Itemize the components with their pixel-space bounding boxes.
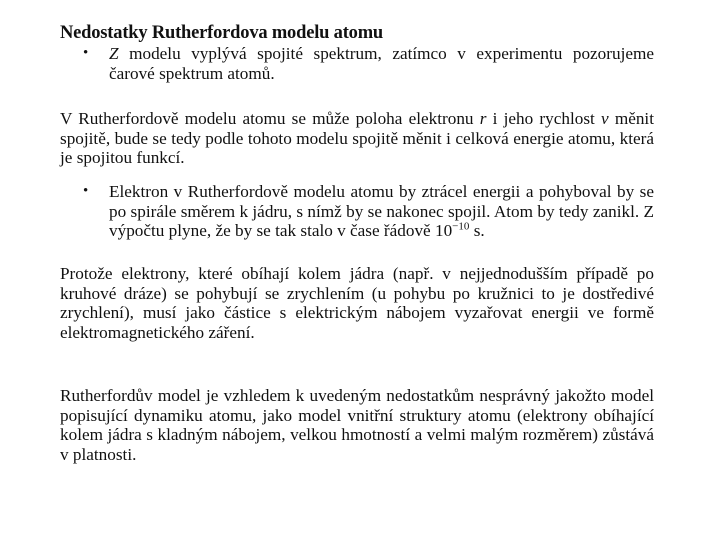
paragraph-conclusion: Rutherfordův model je vzhledem k uvedeným nedostatkům nesprávný jakožto model popisující dynamiku atomu, jako model vnitřní struktury atomu (elektrony obíhající kolem jádra s kladným nábojem, velkou hmotností a velmi malým rozměrem) zůstává v platnosti. <box>60 386 654 464</box>
bullet-item-spiral <box>83 182 654 241</box>
paragraph-position-velocity <box>60 109 654 168</box>
page-title: Nedostatky Rutherfordova modelu atomu <box>60 23 384 43</box>
bullet-text-body: Elektron v Rutherfordově modelu atomu by ztrácel energii a pohyboval by se po spirále směrem k jádru, s nímž by se nakonec spojil. Atom by tedy zanikl. Z výpočtu plyne, že by se tak stalo v čase řádově 10 <box>109 182 654 240</box>
bullet-item-spectrum <box>83 44 654 83</box>
paragraph-part: V Rutherfordově modelu atomu se může poloha elektronu <box>60 109 480 128</box>
unit: s. <box>469 221 485 240</box>
bullet-text <box>109 44 654 83</box>
bullet-icon: • <box>83 45 89 61</box>
bullet-text-body: modelu vyplývá spojité spektrum, zatímco v experimentu pozorujeme čarové spektrum atomů. <box>109 44 654 83</box>
bullet-text <box>109 182 654 241</box>
variable-v: v <box>600 109 609 128</box>
paragraph-part: měnit spojitě, bude se tedy podle tohoto modelu spojitě měnit i celková energie atomu, která je spojitou funkcí. <box>60 109 654 168</box>
bullet-icon: • <box>83 183 89 199</box>
paragraph-part: i jeho rychlost <box>486 109 601 128</box>
variable-r: r <box>479 109 487 128</box>
paragraph-acceleration: Protože elektrony, které obíhají kolem jádra (např. v nejjednodušším případě po kruhové dráze) se pohybují se zrychlením (u pohybu po kružnici to je dostředivé zrychlení), musí jako částice s elektrickým nábojem vyzařovat energii ve formě elektromagnetického záření. <box>60 264 654 342</box>
bullet-text-initial: Z <box>109 44 119 63</box>
exponent: −10 <box>452 220 470 233</box>
